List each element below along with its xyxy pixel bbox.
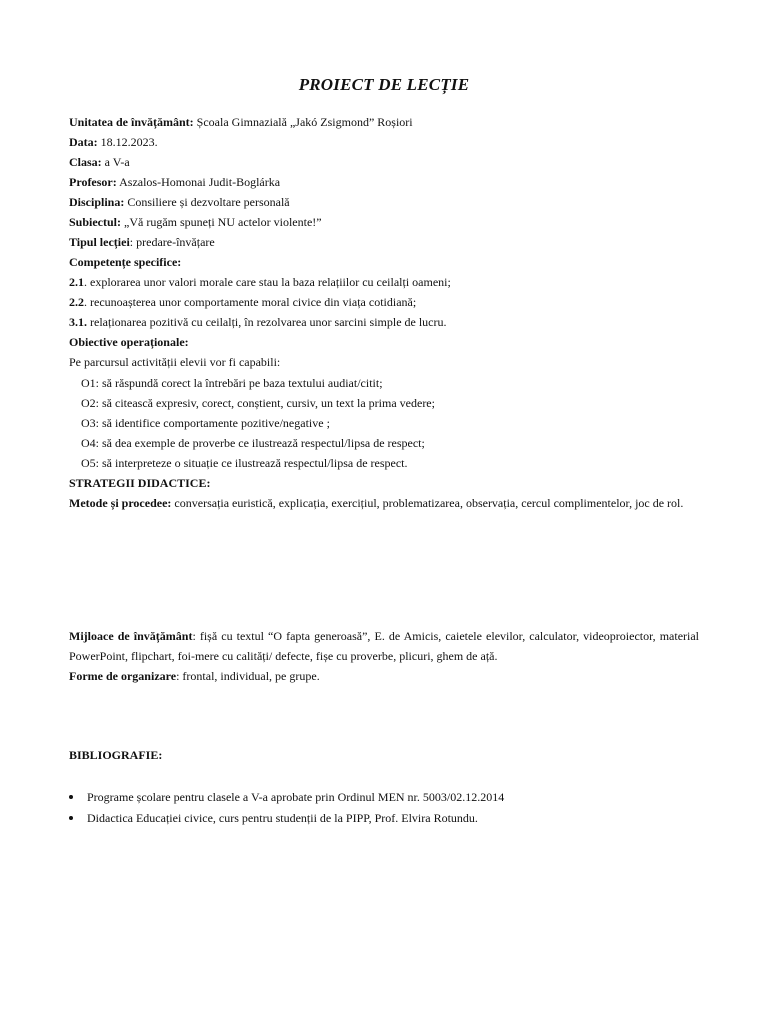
competenta-text: . explorarea unor valori morale care stau la baza relațiilor cu ceilalți oameni;: [84, 275, 451, 289]
competenta-text: . recunoașterea unor comportamente moral civice din viața cotidiană;: [84, 295, 417, 309]
competenta-number: 2.1: [69, 275, 84, 289]
field-profesor: [69, 174, 280, 190]
mijloace-value: : fișă cu textul “O fapta generoasă”, E. de Amicis, caietele elevilor, calculator, videoproiector, material: [192, 629, 700, 643]
metode-line: [69, 495, 683, 511]
bullet-icon: [69, 816, 73, 820]
field-tipul-lectiei: [69, 234, 215, 250]
obiective-intro: Pe parcursul activității elevii vor fi capabili:: [69, 355, 281, 369]
mijloace-label: Mijloace de învățământ: [69, 629, 193, 643]
obiectiv-item: O2: să citească expresiv, corect, conștient, cursiv, un text la prima vedere;: [81, 396, 435, 410]
page-title: PROIECT DE LECȚIE: [298, 75, 470, 94]
competenta-item: [69, 274, 451, 290]
forme-label: Forme de organizare: [69, 669, 177, 683]
competenta-number: 3.1.: [69, 315, 87, 329]
mijloace-line-1: [69, 628, 699, 644]
field-value: a V-a: [104, 155, 130, 169]
forme-value: : frontal, individual, pe grupe.: [176, 669, 320, 683]
field-value: 18.12.2023.: [100, 135, 158, 149]
obiective-heading: Obiective operaționale:: [69, 335, 189, 349]
field-value: „Vă rugăm spuneți NU actelor violente!”: [124, 215, 322, 229]
field-label: Data:: [69, 135, 98, 149]
obiectiv-item: O1: să răspundă corect la întrebări pe baza textului audiat/citit;: [81, 376, 383, 390]
field-label: Disciplina:: [69, 195, 125, 209]
bibliografie-heading: BIBLIOGRAFIE:: [69, 748, 163, 762]
field-value: : predare-învățare: [129, 235, 215, 249]
field-value: Aszalos-Homonai Judit-Boglárka: [119, 175, 281, 189]
bibliografie-text: Didactica Educației civice, curs pentru studenții de la PIPP, Prof. Elvira Rotundu.: [87, 811, 478, 825]
obiectiv-item: O4: să dea exemple de proverbe ce ilustrează respectul/lipsa de respect;: [81, 436, 425, 450]
field-disciplina: [69, 194, 290, 210]
field-label: Subiectul:: [69, 215, 122, 229]
competente-heading: Competențe specifice:: [69, 255, 182, 269]
field-value: Consiliere și dezvoltare personală: [127, 195, 290, 209]
field-label: Tipul lecției: [69, 235, 130, 249]
competenta-item: [69, 314, 447, 330]
field-subiectul: [69, 214, 322, 230]
metode-value: conversația euristică, explicația, exercițiul, problematizarea, observația, cercul complimentelor, joc de rol.: [171, 496, 684, 510]
mijloace-line-2: PowerPoint, flipchart, foi-mere cu calități/ defecte, fișe cu proverbe, plicuri, ghem de ață.: [69, 649, 498, 663]
field-unitatea: [69, 114, 413, 130]
bibliografie-text: Programe școlare pentru clasele a V-a aprobate prin Ordinul MEN nr. 5003/02.12.2014: [87, 790, 505, 804]
field-value: Școala Gimnazială „Jakó Zsigmond” Roșiori: [196, 115, 413, 129]
obiectiv-item: O3: să identifice comportamente pozitive/negative ;: [81, 416, 330, 430]
field-clasa: [69, 154, 130, 170]
forme-line: [69, 668, 320, 684]
competenta-number: 2.2: [69, 295, 84, 309]
obiectiv-item: O5: să interpreteze o situație ce ilustrează respectul/lipsa de respect.: [81, 456, 408, 470]
metode-label: Metode și procedee:: [69, 496, 172, 510]
strategii-heading: STRATEGII DIDACTICE:: [69, 476, 211, 490]
field-data: [69, 134, 158, 150]
bullet-icon: [69, 795, 73, 799]
field-label: Clasa:: [69, 155, 102, 169]
competenta-text: relaționarea pozitivă cu ceilalți, în rezolvarea unor sarcini simple de lucru.: [87, 315, 447, 329]
field-label: Unitatea de învățământ:: [69, 115, 194, 129]
field-label: Profesor:: [69, 175, 117, 189]
competenta-item: [69, 294, 416, 310]
